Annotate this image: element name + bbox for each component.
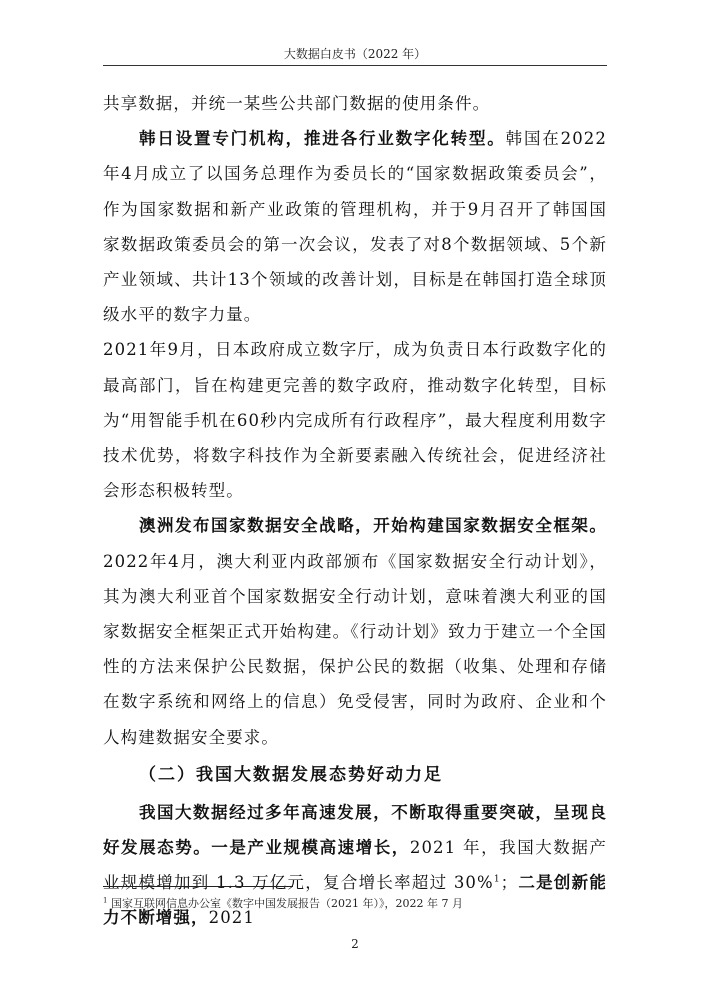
paragraph-separator: ； — [500, 873, 519, 893]
page-number: 2 — [351, 937, 359, 951]
body-text — [103, 86, 607, 936]
paragraph-lead-bold: 我国大数据经过多年高速发展，不断取得重要突破，呈现良好发展态势。一是产业规模高速增长， — [103, 802, 607, 858]
paragraph-tail: 2021 — [208, 908, 256, 928]
paragraph-lead-bold: 澳洲发布国家数据安全战略，开始构建国家数据安全框架。 — [139, 516, 607, 536]
footnote-text: 国家互联网信息办公室《数字中国发展报告（2021 年）》，2022 年 7 月 — [110, 897, 463, 910]
footnote-reference[interactable]: 1 — [493, 874, 501, 885]
paragraph-lead-bold: 韩日设置专门机构，推进各行业数字化转型。 — [139, 129, 506, 149]
paragraph-body: 2021 年，我国大数据产业规模增加到 1.3 万亿元，复合增长率超过 30% — [103, 838, 607, 893]
paragraph-china — [103, 795, 607, 936]
running-header: 大数据白皮书（2022 年） — [283, 47, 427, 61]
footnote-marker: 1 — [103, 896, 108, 905]
paragraph-lead-bold: 二是创新能力不断增强， — [103, 873, 608, 928]
footnote — [103, 896, 607, 912]
footnote-rule — [103, 886, 293, 887]
paragraph-korea — [103, 121, 607, 332]
paragraph-japan: 2021年9月，日本政府成立数字厅，成为负责日本行政数字化的最高部门，旨在构建更完善的数字政府，推动数字化转型，目标为“用智能手机在60秒内完成所有行政程序”，最大程度利用数字技术优势，将数字科技作为全新要素融入传统社会，促进经济社会形态积极转型。 — [103, 340, 607, 501]
paragraph-body: 韩国在2022年4月成立了以国务总理作为委员长的“国家数据政策委员会”，作为国家数据和新产业政策的管理机构，并于9月召开了韩国国家数据政策委员会的第一次会议，发表了对8个数据领域、5个新产业领域、共计13个领域的改善计划，目标是在韩国打造全球顶级水平的数字力量。 — [103, 129, 607, 325]
paragraph-australia — [103, 508, 607, 754]
paragraph-continuation: 共享数据，并统一某些公共部门数据的使用条件。 — [103, 94, 491, 113]
paragraph-body: 2022年4月，澳大利亚内政部颁布《国家数据安全行动计划》，其为澳大利亚首个国家数据安全行动计划，意味着澳大利亚的国家数据安全框架正式开始构建。《行动计划》致力于建立一个全国性的方法来保护公民数据，保护公民的数据（收集、处理和存储在数字系统和网络上的信息）免受侵害，同时为政府、企业和个人构建数据安全要求。 — [103, 551, 607, 747]
section-heading: （二）我国大数据发展态势好动力足 — [139, 764, 443, 785]
header-rule — [103, 65, 607, 66]
